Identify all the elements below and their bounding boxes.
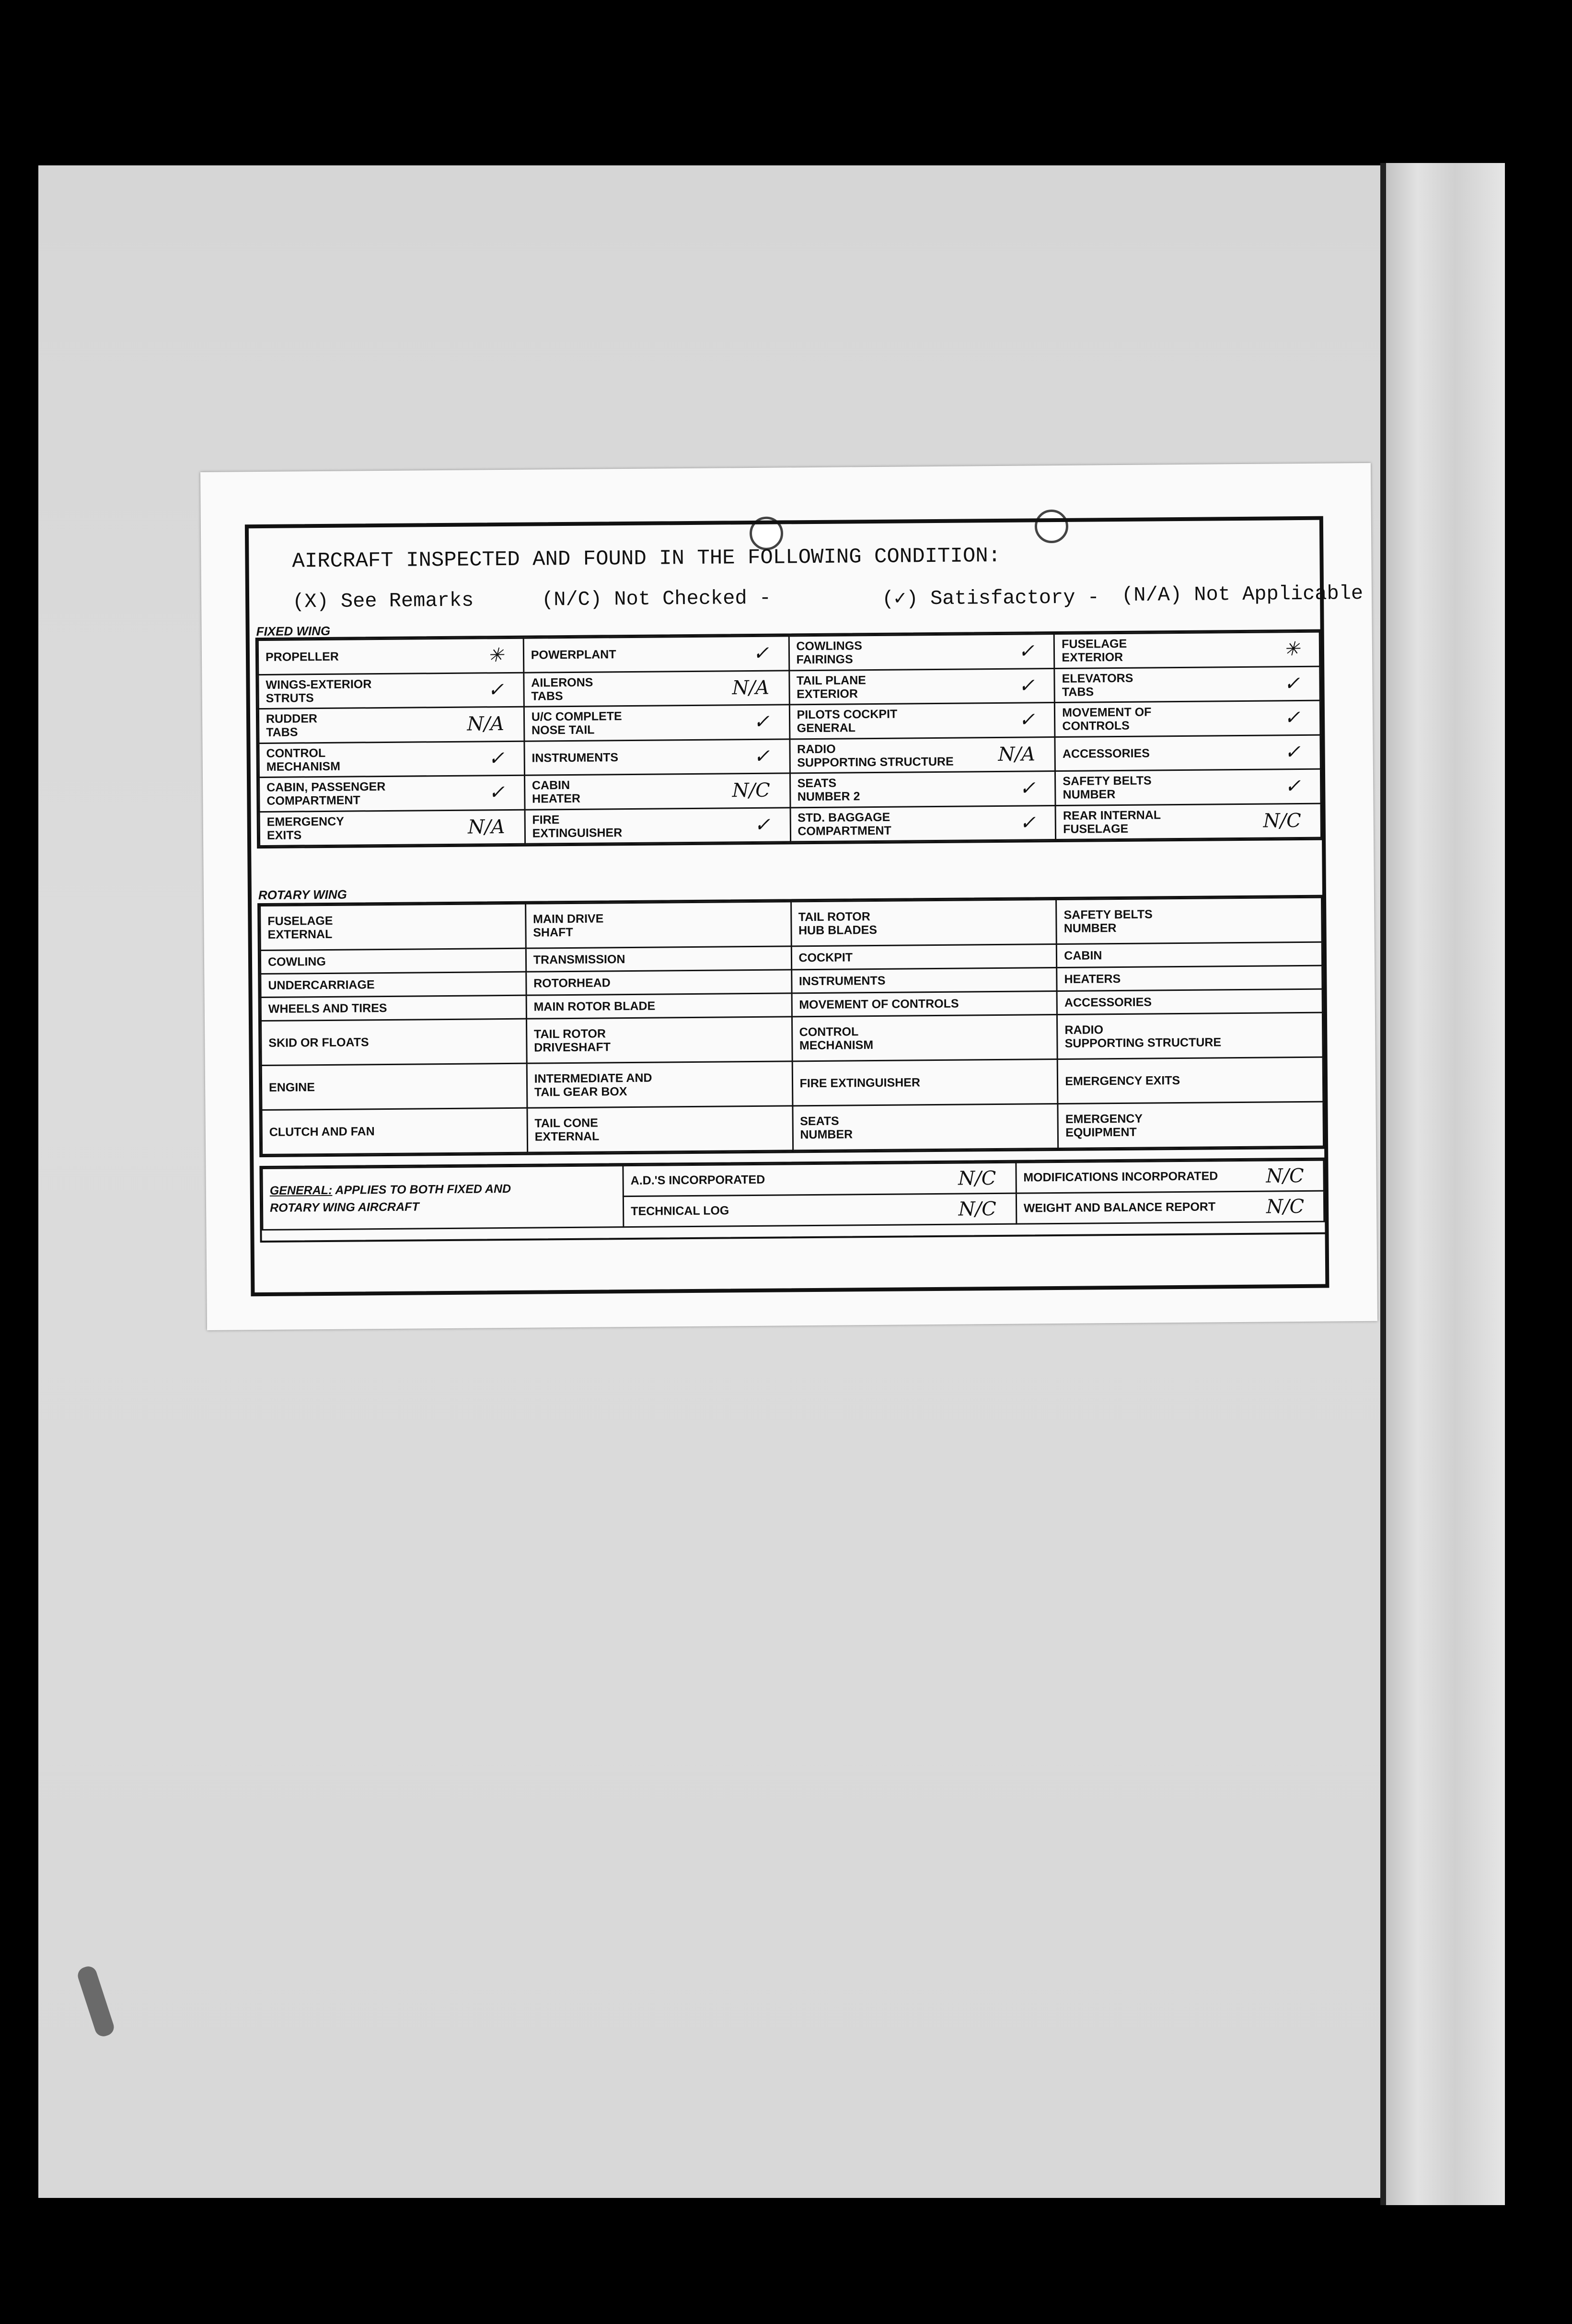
item-label: ACCESSORIES xyxy=(1064,995,1152,1010)
rotary-wing-row xyxy=(261,1057,1323,1110)
condition-mark: ✓ xyxy=(753,745,770,767)
item-label: WINGS-EXTERIOR STRUTS xyxy=(266,677,372,705)
item-label: UNDERCARRIAGE xyxy=(268,978,375,992)
item-label: TRANSMISSION xyxy=(533,953,625,967)
fixed-wing-cell xyxy=(524,773,790,810)
item-label: INSTRUMENTS xyxy=(798,974,886,988)
condition-mark: ✓ xyxy=(754,813,771,836)
item-label: SEATS NUMBER 2 xyxy=(797,776,860,804)
item-label: SKID OR FLOATS xyxy=(268,1035,369,1050)
rotary-wing-cell xyxy=(1057,989,1322,1014)
item-label: TAIL ROTOR HUB BLADES xyxy=(798,910,878,938)
ads-mark: N/C xyxy=(958,1167,996,1190)
item-label: STD. BAGGAGE COMPARTMENT xyxy=(798,810,891,838)
fixed-wing-cell xyxy=(789,737,1055,773)
item-label: TAIL PLANE EXTERIOR xyxy=(796,673,866,701)
weight-balance-label: WEIGHT AND BALANCE REPORT xyxy=(1023,1200,1216,1215)
item-label: TAIL CONE EXTERNAL xyxy=(534,1116,600,1144)
general-label: GENERAL: xyxy=(269,1183,333,1197)
item-label: SAFETY BELTS NUMBER xyxy=(1063,774,1152,802)
general-description: APPLIES TO BOTH FIXED AND ROTARY WING AIRCRAFT xyxy=(269,1182,511,1215)
rotary-wing-cell xyxy=(1057,965,1322,991)
item-label: ROTORHEAD xyxy=(533,976,611,990)
fixed-wing-cell xyxy=(525,807,790,844)
rotary-wing-cell xyxy=(261,1063,527,1110)
item-label: WHEELS AND TIRES xyxy=(268,1001,387,1016)
general-section xyxy=(259,1158,1327,1243)
fixed-wing-cell xyxy=(524,739,790,775)
item-label: AILERONS TABS xyxy=(531,675,593,703)
ads-incorporated-cell xyxy=(623,1162,1016,1196)
rotary-wing-heading: ROTARY WING xyxy=(258,887,347,903)
legend-remarks: (X) See Remarks xyxy=(292,589,474,614)
binding-edge xyxy=(1380,163,1386,2205)
fixed-wing-cell xyxy=(1055,803,1321,840)
condition-mark: N/C xyxy=(732,779,770,802)
ads-label: A.D.'S INCORPORATED xyxy=(630,1173,765,1187)
inspection-card xyxy=(200,463,1377,1330)
fixed-wing-cell xyxy=(523,636,789,673)
condition-mark: ✓ xyxy=(487,678,504,701)
item-label: INSTRUMENTS xyxy=(532,750,619,765)
rotary-wing-cell xyxy=(260,948,526,974)
technical-log-cell xyxy=(623,1193,1016,1227)
condition-mark: N/A xyxy=(732,676,770,699)
condition-mark: ✓ xyxy=(752,642,769,665)
rotary-wing-cell xyxy=(261,1019,526,1065)
fixed-wing-cell xyxy=(259,775,525,812)
item-label: EMERGENCY EXITS xyxy=(1065,1073,1180,1088)
item-label: INTERMEDIATE AND TAIL GEAR BOX xyxy=(534,1071,652,1099)
rotary-wing-table xyxy=(257,895,1326,1157)
item-label: COWLING xyxy=(267,954,326,969)
item-label: POWERPLANT xyxy=(531,648,616,662)
condition-mark: ✓ xyxy=(1284,775,1301,798)
item-label: ENGINE xyxy=(268,1080,315,1094)
rotary-wing-cell xyxy=(792,1104,1058,1150)
item-label: CONTROL MECHANISM xyxy=(266,746,341,774)
item-label: ELEVATORS TABS xyxy=(1062,671,1133,699)
rotary-wing-cell xyxy=(792,1014,1057,1061)
item-label: FIRE EXTINGUISHER xyxy=(532,813,623,840)
item-label: CABIN HEATER xyxy=(532,779,581,806)
rotary-wing-cell xyxy=(261,995,526,1021)
general-title xyxy=(262,1166,624,1230)
condition-mark: ✓ xyxy=(1284,707,1301,729)
item-label: PROPELLER xyxy=(265,650,339,664)
fixed-wing-cell xyxy=(1055,735,1320,771)
legend-satisfactory: (✓) Satisfactory - xyxy=(881,586,1100,611)
rotary-wing-cell xyxy=(526,970,791,995)
fixed-wing-table xyxy=(255,629,1324,848)
rotary-wing-cell xyxy=(791,967,1057,993)
rotary-wing-cell xyxy=(525,902,791,948)
rotary-wing-cell xyxy=(792,1059,1058,1105)
condition-mark: ✓ xyxy=(1018,709,1035,731)
item-label: RADIO SUPPORTING STRUCTURE xyxy=(797,742,954,769)
weight-balance-mark: N/C xyxy=(1266,1195,1305,1218)
item-label: CLUTCH AND FAN xyxy=(269,1125,375,1139)
modifications-cell xyxy=(1016,1160,1324,1193)
condition-mark: ✳ xyxy=(487,644,504,667)
item-label: MAIN ROTOR BLADE xyxy=(533,999,656,1014)
binding-strip xyxy=(1380,163,1505,2205)
condition-mark: N/A xyxy=(467,713,505,735)
fixed-wing-cell xyxy=(1054,632,1319,668)
rotary-wing-cell xyxy=(1057,1012,1323,1059)
item-label: ACCESSORIES xyxy=(1062,746,1150,761)
condition-mark: ✳ xyxy=(1283,638,1300,661)
condition-mark: ✓ xyxy=(1283,672,1300,695)
item-label: EMERGENCY EQUIPMENT xyxy=(1065,1112,1143,1139)
modifications-mark: N/C xyxy=(1266,1164,1304,1187)
rotary-wing-cell xyxy=(261,972,526,997)
item-label: MOVEMENT OF CONTROLS xyxy=(799,997,959,1012)
technical-log-mark: N/C xyxy=(958,1197,996,1220)
modifications-label: MODIFICATIONS INCORPORATED xyxy=(1023,1169,1218,1185)
legend xyxy=(292,581,1364,614)
rotary-wing-cell xyxy=(1057,942,1322,967)
item-label: CONTROL MECHANISM xyxy=(799,1025,874,1052)
fixed-wing-cell xyxy=(1054,666,1320,703)
item-label: CABIN xyxy=(1064,949,1102,963)
fixed-wing-cell xyxy=(259,741,524,778)
rotary-wing-cell xyxy=(527,1106,793,1152)
card-frame xyxy=(245,516,1364,1297)
condition-mark: ✓ xyxy=(488,781,505,804)
fixed-wing-cell xyxy=(790,805,1056,842)
fixed-wing-cell xyxy=(258,638,523,674)
item-label: FUSELAGE EXTERIOR xyxy=(1062,637,1127,665)
fixed-wing-cell xyxy=(789,634,1054,671)
fixed-wing-cell xyxy=(790,771,1055,808)
item-label: FIRE EXTINGUISHER xyxy=(799,1076,921,1091)
rotary-wing-cell xyxy=(527,1061,792,1108)
item-label: SAFETY BELTS NUMBER xyxy=(1063,907,1153,935)
condition-mark: ✓ xyxy=(753,710,770,733)
rotary-wing-cell xyxy=(262,1108,527,1154)
item-label: PILOTS COCKPIT GENERAL xyxy=(797,707,898,735)
item-label: MAIN DRIVE SHAFT xyxy=(532,912,604,940)
condition-mark: ✓ xyxy=(1284,741,1301,764)
rotary-wing-cell xyxy=(526,946,791,972)
legend-not-applicable: (N/A) Not Applicable xyxy=(1121,581,1364,607)
item-label: REAR INTERNAL FUSELAGE xyxy=(1063,808,1161,836)
condition-mark: ✓ xyxy=(1019,812,1036,834)
card-title: AIRCRAFT INSPECTED AND FOUND IN THE FOLLOWING CONDITION: xyxy=(292,544,1001,574)
fixed-wing-cell xyxy=(259,810,525,846)
fixed-wing-cell xyxy=(1055,700,1320,737)
rotary-wing-cell xyxy=(791,944,1057,970)
rotary-wing-cell xyxy=(260,904,526,950)
condition-mark: N/A xyxy=(998,743,1036,766)
condition-mark: N/A xyxy=(468,815,505,838)
item-label: U/C COMPLETE NOSE TAIL xyxy=(531,709,622,737)
item-label: CABIN, PASSENGER COMPARTMENT xyxy=(266,780,386,808)
fixed-wing-heading: FIXED WING xyxy=(256,623,331,639)
item-label: MOVEMENT OF CONTROLS xyxy=(1062,705,1152,733)
condition-mark: ✓ xyxy=(1019,777,1036,800)
rotary-wing-cell xyxy=(526,993,792,1019)
item-label: COCKPIT xyxy=(798,951,853,965)
legend-not-checked: (N/C) Not Checked - xyxy=(541,586,772,612)
rotary-wing-cell xyxy=(791,900,1056,946)
item-label: FUSELAGE EXTERNAL xyxy=(267,914,333,941)
fixed-wing-cell xyxy=(258,707,524,743)
item-label: HEATERS xyxy=(1064,972,1121,986)
rotary-wing-row xyxy=(262,1102,1324,1155)
condition-mark: ✓ xyxy=(1018,674,1035,697)
technical-log-label: TECHNICAL LOG xyxy=(631,1204,729,1218)
rotary-wing-row xyxy=(260,897,1322,950)
condition-mark: ✓ xyxy=(488,747,505,770)
fixed-wing-cell xyxy=(524,670,789,707)
fixed-wing-cell xyxy=(524,705,789,741)
rotary-wing-cell xyxy=(792,991,1057,1016)
item-label: RUDDER TABS xyxy=(266,712,318,740)
rotary-wing-cell xyxy=(526,1017,792,1063)
rotary-wing-cell xyxy=(1057,1057,1323,1104)
condition-mark: N/C xyxy=(1263,809,1301,832)
fixed-wing-cell xyxy=(1055,769,1321,805)
item-label: TAIL ROTOR DRIVESHAFT xyxy=(533,1027,611,1055)
item-label: RADIO SUPPORTING STRUCTURE xyxy=(1064,1023,1222,1050)
fixed-wing-cell xyxy=(789,703,1055,739)
rotary-wing-cell xyxy=(1056,897,1322,944)
rotary-wing-row xyxy=(261,1012,1323,1065)
item-label: EMERGENCY EXITS xyxy=(266,814,344,842)
weight-balance-cell xyxy=(1016,1191,1324,1224)
condition-mark: ✓ xyxy=(1018,640,1035,662)
fixed-wing-cell xyxy=(789,668,1054,705)
item-label: COWLINGS FAIRINGS xyxy=(796,639,862,667)
rotary-wing-cell xyxy=(1058,1102,1323,1148)
fixed-wing-cell xyxy=(258,673,524,709)
item-label: SEATS NUMBER xyxy=(800,1114,853,1142)
